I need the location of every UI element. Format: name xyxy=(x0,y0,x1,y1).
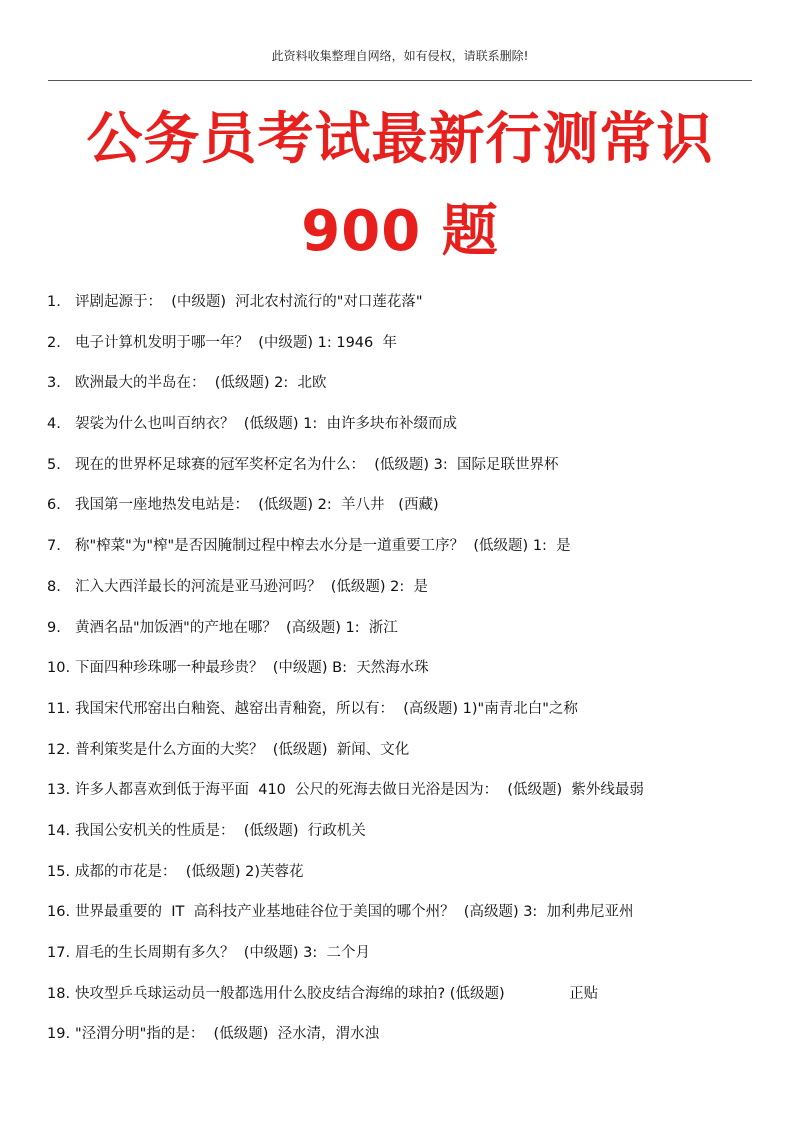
question-number: 4. xyxy=(47,416,61,433)
question-number: 17. xyxy=(47,945,71,961)
question-text: 普利策奖是什么方面的大奖？ (低级题) 新闻、文化 xyxy=(75,741,410,758)
document-title: 公务员考试最新行测常识 xyxy=(86,107,714,172)
question-list xyxy=(47,291,757,1064)
list-item xyxy=(47,372,757,413)
question-number: 14. xyxy=(47,822,71,839)
question-number: 15. xyxy=(47,863,71,880)
header-divider xyxy=(48,80,752,81)
question-text: "泾渭分明"指的是： (低级题) 泾水清，渭水浊 xyxy=(75,1026,380,1043)
list-item xyxy=(47,1023,757,1064)
list-item xyxy=(47,494,757,535)
list-item xyxy=(47,942,757,983)
list-item xyxy=(47,454,757,495)
list-item xyxy=(47,861,757,902)
question-number: 1. xyxy=(47,294,61,310)
question-text: 欧洲最大的半岛在： (低级题) 2: 北欧 xyxy=(75,375,327,392)
question-text: 我国第一座地热发电站是： (低级题) 2: 羊八井 (西藏) xyxy=(75,497,439,514)
list-item xyxy=(47,820,757,861)
question-text: 汇入大西洋最长的河流是亚马逊河吗？ (低级题) 2: 是 xyxy=(75,578,428,595)
document-title-count: 900 题 xyxy=(301,199,499,264)
question-number: 19. xyxy=(47,1026,71,1043)
question-number: 11. xyxy=(47,700,71,717)
list-item xyxy=(47,617,757,658)
question-number: 3. xyxy=(47,375,61,392)
question-number: 9. xyxy=(47,619,61,636)
question-number: 7. xyxy=(47,538,61,555)
question-text: 世界最重要的 IT 高科技产业基地硅谷位于美国的哪个州？ (高级题) 3: 加利弗尼亚州 xyxy=(75,904,634,921)
list-item xyxy=(47,535,757,576)
list-item xyxy=(47,739,757,780)
question-number: 8. xyxy=(47,578,61,595)
question-text: 我国公安机关的性质是： (低级题) 行政机关 xyxy=(75,822,366,839)
question-number: 18. xyxy=(47,985,71,1002)
question-text: 下面四种珍珠哪一种最珍贵？ (中级题) B: 天然海水珠 xyxy=(75,660,429,677)
list-item xyxy=(47,983,757,1024)
list-item xyxy=(47,332,757,373)
question-text: 电子计算机发明于哪一年？ (中级题) 1: 1946 年 xyxy=(75,334,397,351)
question-text: 许多人都喜欢到低于海平面 410 公尺的死海去做日光浴是因为： (低级题) 紫外线最弱 xyxy=(75,782,644,799)
question-text: 称"榨菜"为"榨"是否因腌制过程中榨去水分是一道重要工序？ (低级题) 1: 是 xyxy=(75,538,571,555)
list-item xyxy=(47,779,757,820)
list-item xyxy=(47,291,757,332)
list-item xyxy=(47,576,757,617)
question-text: 评剧起源于： (中级题) 河北农村流行的"对口莲花落" xyxy=(75,294,423,310)
list-item xyxy=(47,698,757,739)
list-item xyxy=(47,657,757,698)
question-number: 13. xyxy=(47,782,71,799)
question-text: 眉毛的生长周期有多久？ (中级题) 3: 二个月 xyxy=(75,945,370,961)
question-text: 快攻型乒乓球运动员一般都选用什么胶皮结合海绵的球拍? (低级题) 正贴 xyxy=(75,985,599,1002)
question-number: 5. xyxy=(47,456,61,473)
question-text: 成都的市花是： (低级题) 2)芙蓉花 xyxy=(75,863,304,880)
question-text: 袈裟为什么也叫百纳衣？ (低级题) 1: 由许多块布补缀而成 xyxy=(75,416,457,433)
question-number: 10. xyxy=(47,660,71,677)
question-text: 现在的世界杯足球赛的冠军奖杯定名为什么： (低级题) 3: 国际足联世界杯 xyxy=(75,456,559,473)
list-item xyxy=(47,413,757,454)
question-number: 16. xyxy=(47,904,71,921)
question-number: 2. xyxy=(47,334,61,351)
page-header-notice: 此资料收集整理自网络，如有侵权，请联系删除! xyxy=(271,49,529,63)
question-text: 我国宋代邢窑出白釉瓷、越窑出青釉瓷，所以有： (高级题) 1)"南青北白"之称 xyxy=(75,700,578,717)
question-number: 6. xyxy=(47,497,61,514)
question-text: 黄酒名品"加饭酒"的产地在哪？ (高级题) 1: 浙江 xyxy=(75,619,398,636)
list-item xyxy=(47,901,757,942)
question-number: 12. xyxy=(47,741,71,758)
